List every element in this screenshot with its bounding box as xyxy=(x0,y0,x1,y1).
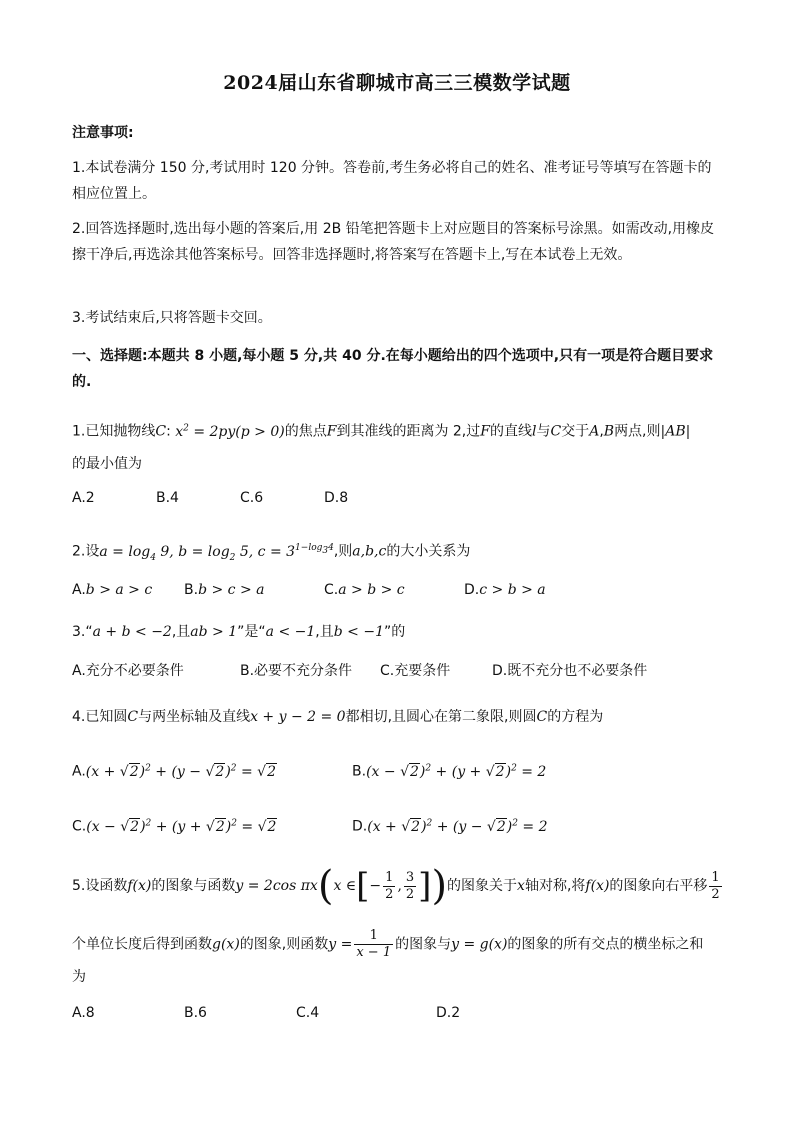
option-b[interactable]: B.必要不充分条件 xyxy=(240,663,353,679)
q5-text: 的图象,则函数 xyxy=(239,936,329,953)
q1-text: 与 xyxy=(536,423,551,440)
q3-math: a < −1 xyxy=(265,624,316,640)
question-5-end: 为 xyxy=(72,969,86,985)
q5-text: 个单位长度后得到函数 xyxy=(72,936,212,953)
option-d[interactable]: D.2 xyxy=(436,1005,461,1021)
q3-math: ab > 1 xyxy=(190,624,238,640)
q2-text: 2.设 xyxy=(72,543,100,560)
q1-math: l xyxy=(531,423,537,440)
q5-math: g(x) xyxy=(212,936,240,953)
option-label: D. xyxy=(352,818,368,835)
q2-text: ,则 xyxy=(333,543,353,560)
question-4 xyxy=(72,705,732,729)
page-title: 2024届山东省聊城市高三三模数学试题 xyxy=(223,72,571,94)
q1-math: A xyxy=(589,423,600,440)
q1-text: 到其准线的距离为 2,过 xyxy=(336,423,481,440)
q5-math: f(x) xyxy=(127,878,152,894)
q3-text: ,且 xyxy=(171,624,191,640)
q3-math: b < −1 xyxy=(333,624,384,640)
q4-text: 都相切,且圆心在第二象限,则圆 xyxy=(345,709,537,725)
notice-item-1: 1.本试卷满分 150 分,考试用时 120 分钟。答卷前,考生务必将自己的姓名、准考证号等填写在答题卡的相应位置上。 xyxy=(72,160,712,202)
q5-math: y = xyxy=(328,936,353,953)
fraction: $\frac{1}{2}$ xyxy=(385,869,394,902)
q4-math: C xyxy=(127,709,139,725)
q1-text: 两点,则 xyxy=(614,423,661,440)
option-a[interactable]: $A.(x + √2)^2 + (y - √2)^2 = √2$ xyxy=(72,763,276,780)
left-bracket: [ xyxy=(356,866,370,906)
q1-text: 交于 xyxy=(561,423,590,440)
q1-options xyxy=(72,490,472,510)
question-2 xyxy=(72,536,732,569)
q5-math: x xyxy=(517,878,525,894)
q3-text: ,且 xyxy=(315,624,334,640)
option-c[interactable]: C.6 xyxy=(240,490,264,506)
option-label: A. xyxy=(72,582,86,598)
q3-options xyxy=(72,660,672,680)
option-label: A. xyxy=(72,763,86,780)
option-a[interactable]: A.2 xyxy=(72,490,95,506)
right-bracket: ] xyxy=(418,866,432,906)
option-b[interactable]: B.6 xyxy=(184,1005,207,1021)
q4-math: x + y − 2 = 0 xyxy=(250,709,346,725)
fraction: $\frac{1}{x - 1}$ xyxy=(356,928,392,960)
q4-options-row2 xyxy=(72,818,692,838)
q5-text: 的图象与函数 xyxy=(151,878,236,894)
q5-text: 轴对称,将 xyxy=(524,878,586,894)
q1-math: C xyxy=(550,423,562,440)
q2-math: a,b,c xyxy=(352,543,387,560)
right-paren: ) xyxy=(431,863,448,909)
option-label: C. xyxy=(324,582,339,598)
q5-math: y = g(x) xyxy=(451,936,508,953)
q5-math: f(x) xyxy=(585,878,610,894)
q5-math: y = 2cos πx xyxy=(235,878,318,894)
q4-math: C xyxy=(536,709,548,725)
comma: , xyxy=(397,878,402,894)
option-b[interactable]: $B.(x - √2)^2 + (y + √2)^2 = 2$ xyxy=(352,763,547,780)
q1-math: F xyxy=(326,423,337,440)
left-paren: ( xyxy=(317,863,334,909)
q5-math: x ∈ xyxy=(333,878,357,894)
q5-text: 5.设函数 xyxy=(72,878,128,894)
q4-text: 与两坐标轴及直线 xyxy=(138,709,251,725)
option-c[interactable]: $C.(x - √2)^2 + (y + √2)^2 = √2$ xyxy=(72,818,277,835)
q2-math: $a = \log_4 9$, $b = \log_2 5$, $c = 3^{1-log_34}$ xyxy=(99,543,334,563)
q3-text: 3.“ xyxy=(72,624,93,640)
option-a[interactable]: A.b > a > c xyxy=(72,582,153,598)
q5-text: 的图象关于 xyxy=(447,878,518,894)
option-c[interactable]: C.a > b > c xyxy=(324,582,405,598)
option-c[interactable]: C.充要条件 xyxy=(380,663,451,679)
option-d[interactable]: D.c > b > a xyxy=(464,582,546,598)
q4-text: 4.已知圆 xyxy=(72,709,128,725)
question-5 xyxy=(72,860,732,912)
option-b[interactable]: B.4 xyxy=(156,490,179,506)
q1-math: $x^2 = 2py(p > 0)$ xyxy=(175,423,285,440)
q1-math: C xyxy=(155,423,167,440)
q2-options xyxy=(72,582,632,602)
notice-heading: 注意事项: xyxy=(72,125,134,141)
notice-item-2: 2.回答选择题时,选出每小题的答案后,用 2B 铅笔把答题卡上对应题目的答案标号涂黑。如需改动,用橡皮擦干净后,再选涂其他答案标号。回答非选择题时,将答案写在答题卡上,写在本试卷上无效。 xyxy=(72,221,715,263)
q1-text: 的最小值为 xyxy=(72,455,142,472)
option-b[interactable]: B.b > c > a xyxy=(184,582,265,598)
option-label: B. xyxy=(352,763,367,780)
fraction: $\frac{3}{2}$ xyxy=(405,869,415,902)
q1-math: F xyxy=(480,423,490,440)
option-c[interactable]: C.4 xyxy=(296,1005,320,1021)
q1-text: , xyxy=(599,423,604,440)
q2-text: 的大小关系为 xyxy=(386,543,471,560)
q1-text: : xyxy=(166,423,171,440)
option-a[interactable]: A.充分不必要条件 xyxy=(72,663,184,679)
question-3 xyxy=(72,620,732,644)
q5-text: 的图象与 xyxy=(395,936,452,953)
section1-heading: 一、选择题:本题共 8 小题,每小题 5 分,共 40 分.在每小题给出的四个选项中,只有一项是符合题目要求的. xyxy=(72,348,714,390)
notice-item-3: 3.考试结束后,只将答题卡交回。 xyxy=(72,310,272,326)
option-d[interactable]: $D.(x + √2)^2 + (y - √2)^2 = 2$ xyxy=(352,818,548,835)
q3-math: a + b < −2 xyxy=(92,624,172,640)
option-a[interactable]: A.8 xyxy=(72,1005,95,1021)
fraction: $\frac{1}{2}$ xyxy=(711,869,720,902)
q1-math: |AB| xyxy=(660,423,691,440)
option-d[interactable]: D.8 xyxy=(324,490,349,506)
option-label: C. xyxy=(72,818,87,835)
q1-math: B xyxy=(603,423,615,440)
minus-sign: − xyxy=(369,878,382,894)
q3-text: ”是“ xyxy=(237,624,266,640)
q4-text: 的方程为 xyxy=(547,709,604,725)
option-d[interactable]: D.既不充分也不必要条件 xyxy=(492,663,648,679)
question-5-cont xyxy=(72,928,732,961)
q4-options-row1 xyxy=(72,763,692,783)
question-1 xyxy=(72,416,732,476)
q5-text: 的图象的所有交点的横坐标之和 xyxy=(507,936,704,953)
option-label: D. xyxy=(464,582,480,598)
q5-text: 的图象向右平移 xyxy=(609,878,708,894)
option-label: B. xyxy=(184,582,199,598)
q1-text: 1.已知抛物线 xyxy=(72,423,156,440)
q1-text: 的焦点 xyxy=(284,423,327,440)
q3-text: ”的 xyxy=(383,624,406,640)
q5-options xyxy=(72,1005,532,1025)
q1-text: 的直线 xyxy=(489,423,532,440)
